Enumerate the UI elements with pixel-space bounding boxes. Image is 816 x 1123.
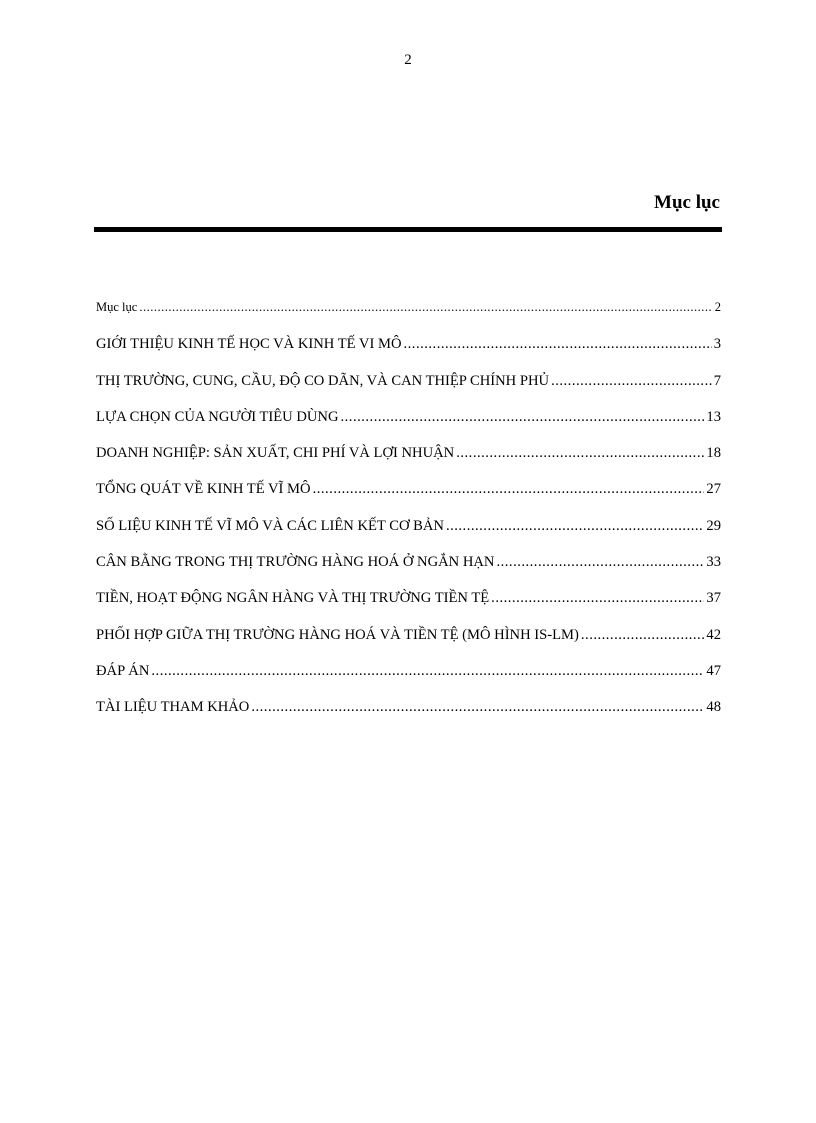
toc-entry-page: 33 [706, 554, 721, 571]
toc-entry-title: GIỚI THIỆU KINH TẾ HỌC VÀ KINH TẾ VI MÔ [96, 336, 402, 353]
toc-entry[interactable] [96, 300, 721, 336]
toc-entry-page: 42 [706, 626, 721, 643]
toc-entry-title: SỐ LIỆU KINH TẾ VĨ MÔ VÀ CÁC LIÊN KẾT CƠ BẢN [96, 517, 444, 534]
toc-entry-title: PHỐI HỢP GIỮA THỊ TRƯỜNG HÀNG HOÁ VÀ TIỀN TỆ (MÔ HÌNH IS-LM) [96, 626, 579, 643]
toc-entry-page: 27 [706, 481, 721, 498]
toc-dot-leader [446, 518, 704, 535]
toc-entry-page: 3 [713, 336, 721, 353]
toc-entry[interactable] [96, 336, 721, 372]
toc-heading: Mục lục [654, 192, 720, 213]
toc-entry-title: ĐÁP ÁN [96, 662, 150, 679]
toc-entry-page: 29 [706, 517, 721, 534]
toc-dot-leader [551, 373, 712, 390]
toc-dot-leader [404, 336, 712, 353]
toc-entry-title: THỊ TRƯỜNG, CUNG, CẦU, ĐỘ CO DÃN, VÀ CAN THIỆP CHÍNH PHỦ [96, 372, 550, 389]
toc-entry-page: 2 [714, 300, 721, 314]
toc-entry[interactable] [96, 554, 721, 590]
toc-entry[interactable] [96, 409, 721, 445]
toc-entry-title: LỰA CHỌN CỦA NGƯỜI TIÊU DÙNG [96, 408, 339, 425]
toc-dot-leader [341, 409, 705, 426]
toc-dot-leader [496, 554, 704, 571]
table-of-contents [96, 300, 721, 736]
toc-dot-leader [151, 663, 704, 680]
page-number: 2 [404, 52, 412, 68]
toc-dot-leader [491, 590, 704, 607]
toc-entry-title: Mục lục [96, 300, 138, 314]
toc-entry-page: 48 [706, 699, 721, 716]
toc-dot-leader [251, 699, 704, 716]
toc-entry-title: CÂN BẰNG TRONG THỊ TRƯỜNG HÀNG HOÁ Ở NGẮN HẠN [96, 554, 495, 571]
toc-entry[interactable] [96, 445, 721, 481]
toc-dot-leader [456, 445, 704, 462]
toc-entry[interactable] [96, 699, 721, 735]
toc-entry-page: 7 [713, 372, 721, 389]
toc-entry[interactable] [96, 590, 721, 626]
toc-entry-page: 13 [706, 408, 721, 425]
toc-dot-leader [313, 481, 705, 498]
toc-dot-leader [581, 627, 705, 644]
toc-entry-title: TÀI LIỆU THAM KHẢO [96, 699, 250, 716]
toc-entry-title: DOANH NGHIỆP: SẢN XUẤT, CHI PHÍ VÀ LỢI NHUẬN [96, 445, 455, 462]
toc-entry[interactable] [96, 627, 721, 663]
toc-entry[interactable] [96, 373, 721, 409]
toc-dot-leader [139, 300, 712, 315]
toc-entry[interactable] [96, 481, 721, 517]
toc-entry-title: TIỀN, HOẠT ĐỘNG NGÂN HÀNG VÀ THỊ TRƯỜNG TIỀN TỆ [96, 590, 490, 607]
toc-entry-page: 18 [706, 445, 721, 462]
toc-entry[interactable] [96, 663, 721, 699]
toc-entry-title: TỔNG QUÁT VỀ KINH TẾ VĨ MÔ [96, 481, 311, 498]
toc-entry-page: 37 [706, 590, 721, 607]
heading-rule [94, 227, 722, 232]
toc-entry-page: 47 [706, 662, 721, 679]
toc-entry[interactable] [96, 518, 721, 554]
